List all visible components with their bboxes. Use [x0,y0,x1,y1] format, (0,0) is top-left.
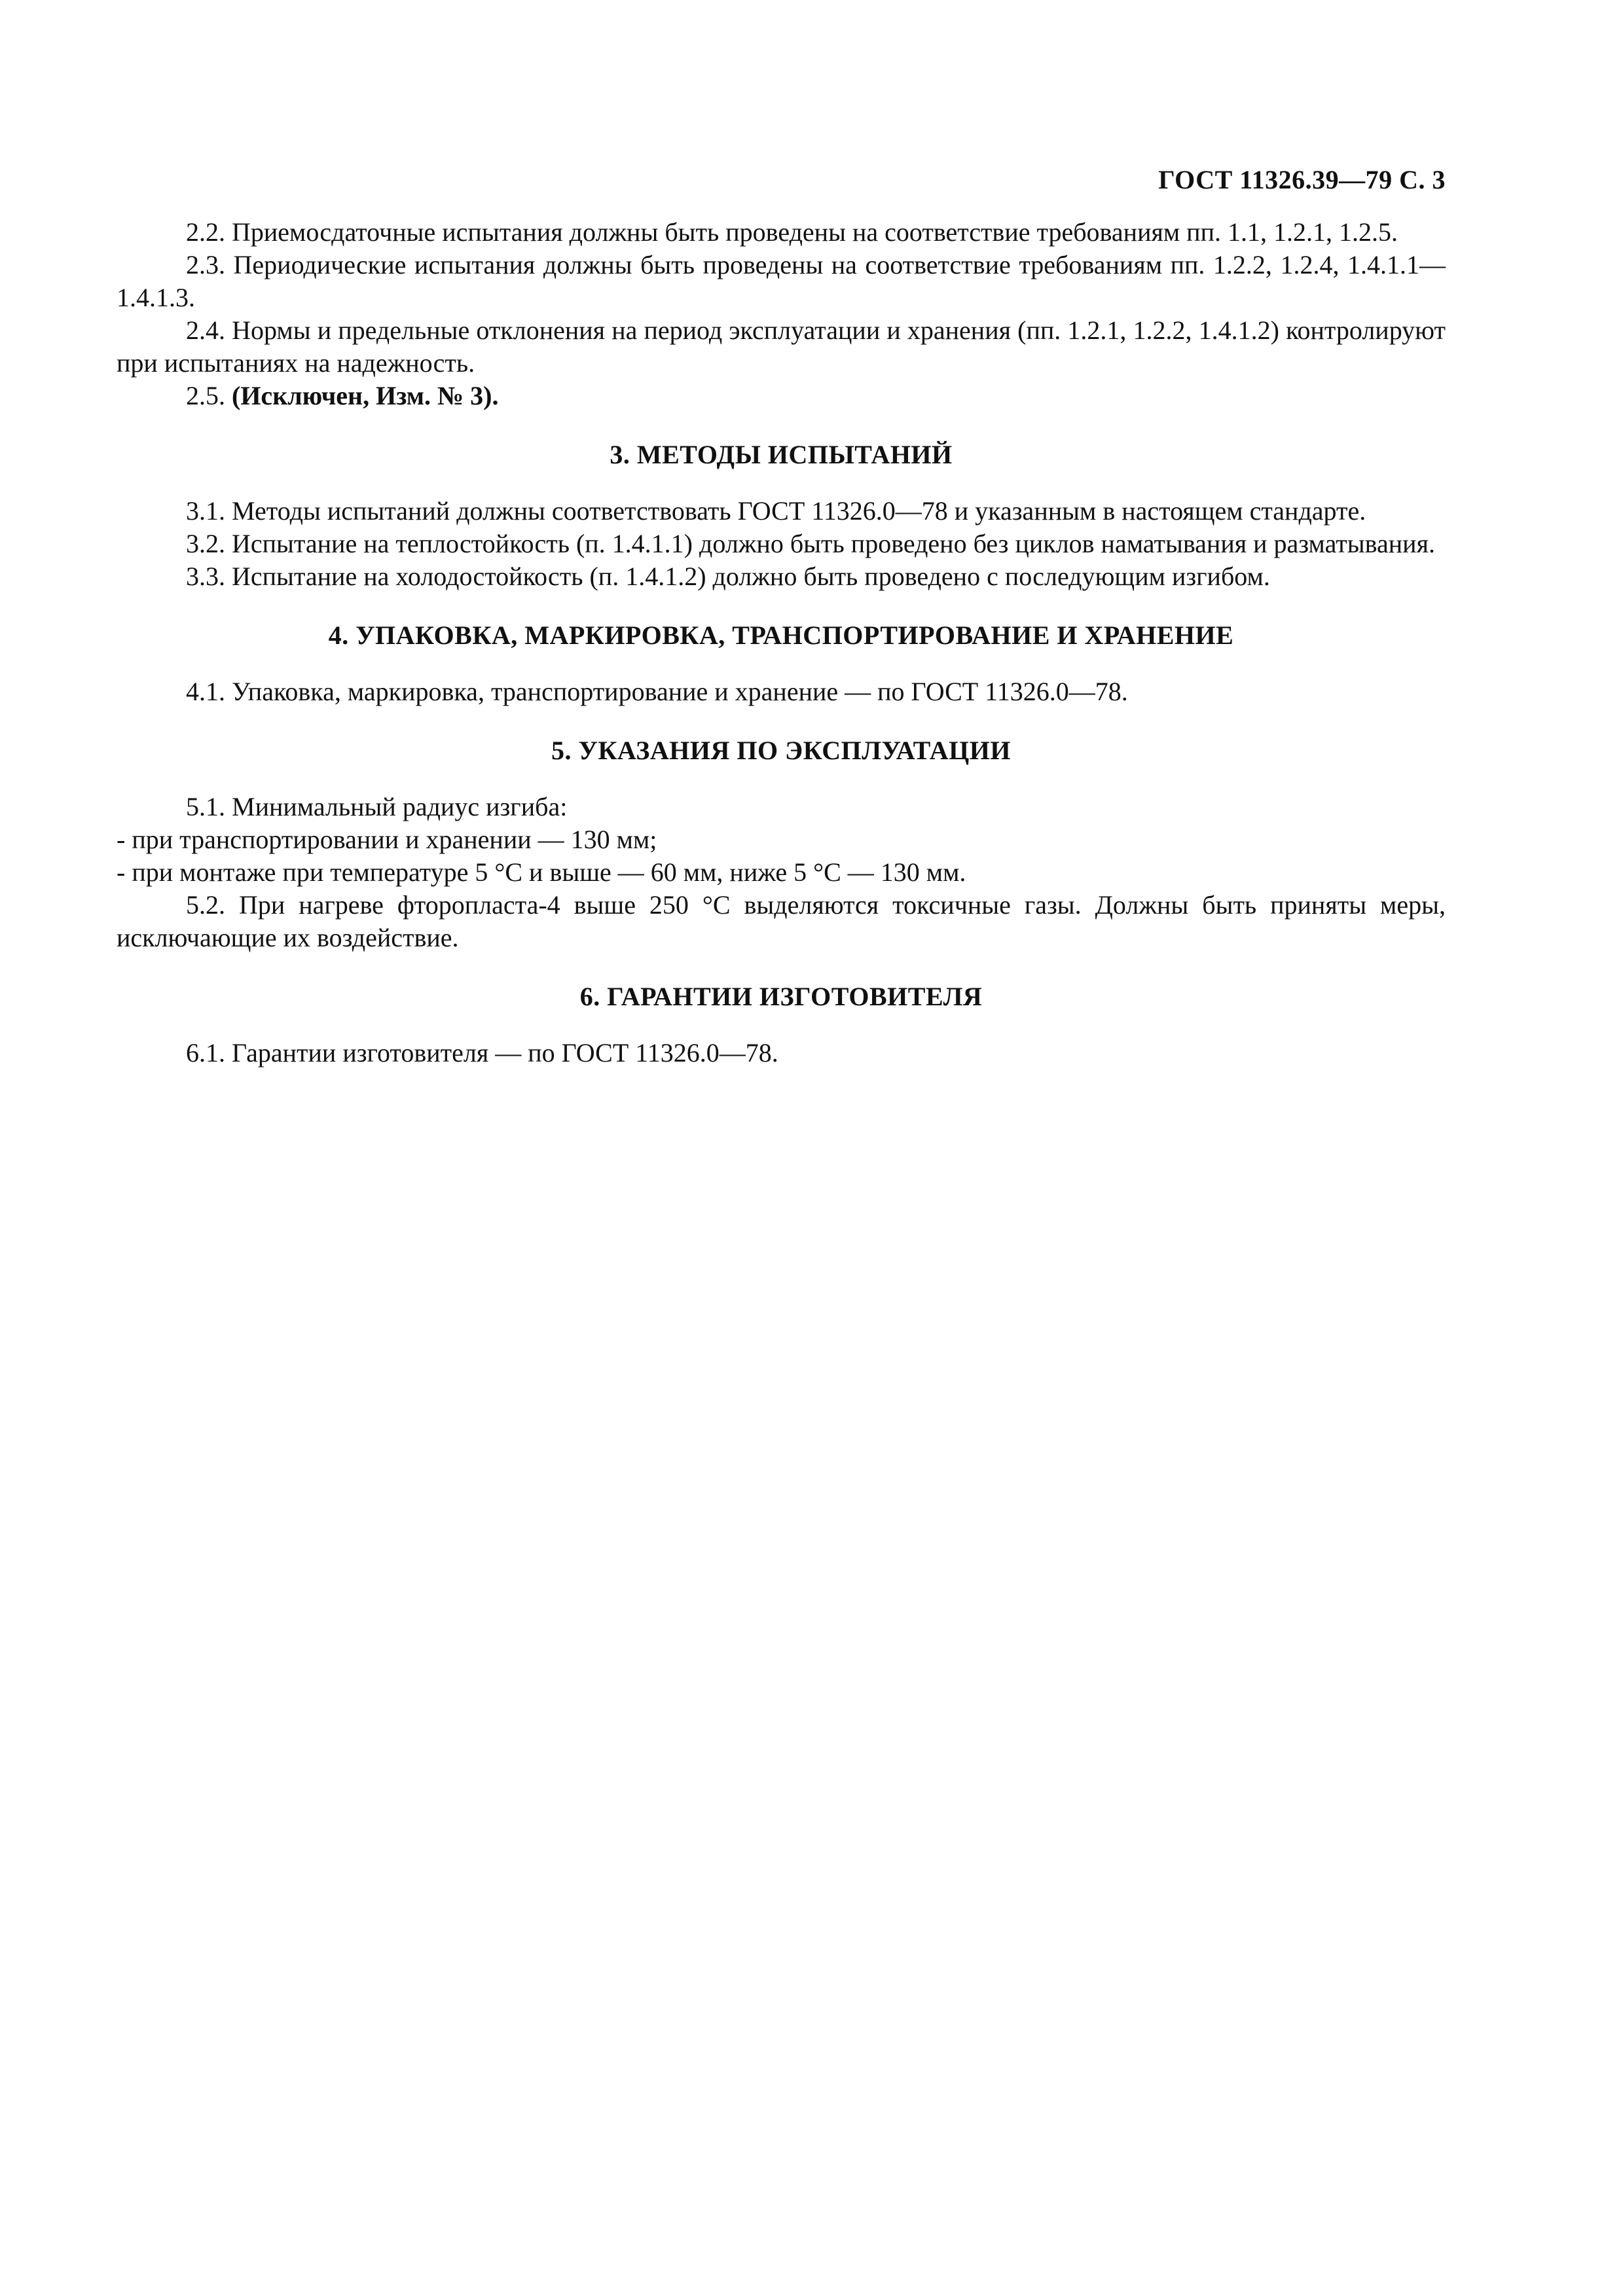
section-4-heading: 4. УПАКОВКА, МАРКИРОВКА, ТРАНСПОРТИРОВАНИЕ И ХРАНЕНИЕ [328,620,1234,650]
paragraph-2-5-excluded-note: (Исключен, Изм. № 3). [232,381,499,410]
document-page [117,164,1446,1069]
list-item-installation: - при монтаже при температуре 5 °С и выше — 60 мм, ниже 5 °С — 130 мм. [117,857,966,887]
paragraph-2-5 [117,380,1446,412]
paragraph-2-2: 2.2. Приемосдаточные испытания должны быть проведены на соответствие требованиям пп. 1.1, 1.2.1, 1.2.5. [186,217,1398,247]
paragraph-3-3: 3.3. Испытание на холодостойкость (п. 1.4.1.2) должно быть проведено с последующим изгибом. [186,562,1270,591]
paragraph-3-1: 3.1. Методы испытаний должны соответствовать ГОСТ 11326.0—78 и указанным в настоящем стандарте. [186,496,1366,526]
paragraph-2-3: 2.3. Периодические испытания должны быть проведены на соответствие требованиям пп. 1.2.2, 1.2.4, 1.4.1.1—1.4.1.3. [117,250,1446,312]
paragraph-4-1: 4.1. Упаковка, маркировка, транспортирование и хранение — по ГОСТ 11326.0—78. [186,677,1128,706]
paragraph-2-5-number: 2.5. [186,381,232,410]
section-6-heading: 6. ГАРАНТИИ ИЗГОТОВИТЕЛЯ [579,982,983,1011]
paragraph-3-2: 3.2. Испытание на теплостойкость (п. 1.4.1.1) должно быть проведено без циклов наматывания и разматывания. [186,529,1435,558]
paragraph-6-1: 6.1. Гарантии изготовителя — по ГОСТ 11326.0—78. [186,1038,778,1067]
paragraph-5-1: 5.1. Минимальный радиус изгиба: [186,792,568,821]
list-item-transport-storage: - при транспортировании и хранении — 130 мм; [117,825,657,854]
section-5-heading: 5. УКАЗАНИЯ ПО ЭКСПЛУАТАЦИИ [551,736,1012,765]
section-3-heading: 3. МЕТОДЫ ИСПЫТАНИЙ [610,440,953,469]
paragraph-2-4: 2.4. Нормы и предельные отклонения на период эксплуатации и хранения (пп. 1.2.1, 1.2.2, 1.4.1.2) контролируют при испытаниях на надежность. [117,315,1446,378]
paragraph-5-2: 5.2. При нагреве фторопласта-4 выше 250 °С выделяются токсичные газы. Должны быть приняты меры, исключающие их воздействие. [117,890,1446,952]
running-header: ГОСТ 11326.39—79 С. 3 [1158,165,1446,194]
